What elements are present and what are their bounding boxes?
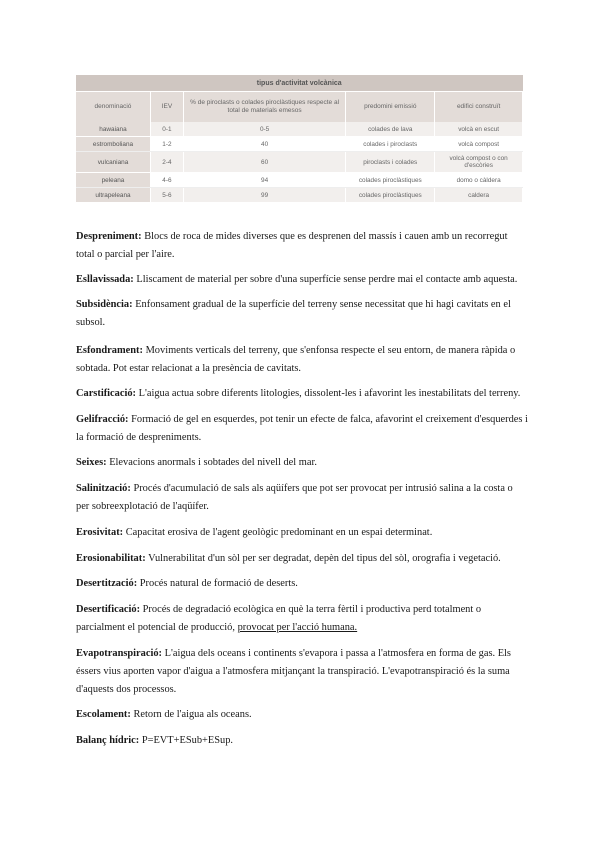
table-row [76, 173, 523, 188]
definition-term: Esllavissada: [76, 274, 134, 285]
definition-term: Gelifracció: [76, 414, 129, 425]
definition-erosivitat [76, 524, 528, 542]
table-cell: 60 [183, 152, 345, 173]
definition-term: Balanç hídric: [76, 735, 140, 746]
definition-term: Despreniment: [76, 231, 142, 242]
definition-term: Carstificació: [76, 388, 137, 399]
definition-text: Enfonsament gradual de la superfície del terreny sense necessitat que hi hagi cavitats en el subsol. [76, 299, 511, 328]
volcanic-activity-table [76, 75, 523, 203]
table-cell: 4-6 [150, 173, 183, 188]
table-cell: 2-4 [150, 152, 183, 173]
table-cell: colades piroclàstiques [346, 188, 435, 203]
table-cell: domo o càldera [435, 173, 523, 188]
definition-text: Procés d'acumulació de sals als aqüífers que pot ser provocat per intrusió salina a la costa o per sobreexplotació de l'aqüífer. [76, 483, 513, 512]
definition-desertitzacio [76, 575, 528, 593]
table-cell: volcà compost [435, 137, 523, 152]
definition-gelifraccio [76, 411, 528, 447]
definition-text: Formació de gel en esquerdes, pot tenir un efecte de falca, afavorint el creixement d'esquerdes i la formació de despreniments. [76, 414, 528, 443]
definition-term: Salinització: [76, 483, 131, 494]
definition-text: Lliscament de material per sobre d'una superfície sense perdre mai el contacte amb aquesta. [133, 274, 518, 285]
definition-underlined-text: provocat per l'acció humana. [237, 622, 358, 633]
definition-text: Blocs de roca de mides diverses que es desprenen del massís i cauen amb un recorregut total o parcial per l'aire. [76, 231, 508, 260]
column-header-iev: IEV [150, 92, 183, 123]
table-cell: 40 [183, 137, 345, 152]
definition-esfondrament [76, 342, 528, 378]
table-caption: tipus d'activitat volcànica [76, 75, 523, 92]
table-cell: 0-5 [183, 122, 345, 137]
table-cell: piroclasts i colades [346, 152, 435, 173]
table-row [76, 188, 523, 203]
table-cell: ultrapeleana [76, 188, 150, 203]
definition-text: Retorn de l'aigua als oceans. [130, 709, 252, 720]
table-cell: volcà en escut [435, 122, 523, 137]
table-row [76, 152, 523, 173]
table-cell: caldera [435, 188, 523, 203]
definition-text: Capacitat erosiva de l'agent geològic predominant en un espai determinat. [123, 527, 433, 538]
definition-term: Subsidència: [76, 299, 133, 310]
table-cell: colades i piroclasts [346, 137, 435, 152]
definition-term: Desertificació: [76, 604, 141, 615]
definition-text: L'aigua actua sobre diferents litologies, dissolent-les i afavorint les inestabilitats del terreny. [136, 388, 521, 399]
definition-term: Esfondrament: [76, 345, 143, 356]
table-cell: 5-6 [150, 188, 183, 203]
table-cell: estromboliana [76, 137, 150, 152]
table-cell: 94 [183, 173, 345, 188]
definition-text: Elevacions anormals i sobtades del nivell del mar. [106, 457, 317, 468]
definition-subsidencia [76, 296, 528, 332]
table-cell: volcà compost o con d'escòries [435, 152, 523, 173]
definition-carstificacio [76, 385, 528, 403]
volcanic-activity-table-wrapper [76, 75, 523, 203]
definition-text: P=EVT+ESub+ESup. [139, 735, 234, 746]
definition-despreniment [76, 228, 528, 264]
definition-text: Vulnerabilitat d'un sòl per ser degradat, depèn del tipus del sòl, orografia i vegetació. [145, 553, 501, 564]
table-row [76, 122, 523, 137]
definition-erosionabilitat [76, 550, 528, 568]
table-cell: 1-2 [150, 137, 183, 152]
definition-desertificacio [76, 601, 528, 637]
definition-text: Procés natural de formació de deserts. [137, 578, 298, 589]
column-header-denominacio: denominació [76, 92, 150, 123]
column-header-emission: predomini emissió [346, 92, 435, 123]
definition-escolament [76, 706, 528, 724]
table-cell: peleana [76, 173, 150, 188]
definition-text: Moviments verticals del terreny, que s'enfonsa respecte el seu entorn, de manera ràpida o sobtada. Pot estar relacionat a la presència de cavitats. [76, 345, 516, 374]
table-cell: colades de lava [346, 122, 435, 137]
table-cell: hawaiana [76, 122, 150, 137]
column-header-pyroclast-percent: % de piroclasts o colades piroclàstiques respecte al total de materials emesos [183, 92, 345, 123]
table-cell: 0-1 [150, 122, 183, 137]
definition-balanc-hidric [76, 732, 528, 750]
definition-seixes [76, 454, 528, 472]
definition-text: Procés de degradació ecològica en què la terra fèrtil i productiva perd totalment o parcialment el potencial de producció, [76, 604, 482, 633]
definition-evapotranspiracio [76, 645, 528, 699]
definition-term: Seixes: [76, 457, 107, 468]
definition-term: Escolament: [76, 709, 131, 720]
table-cell: 99 [183, 188, 345, 203]
definition-term: Evapotranspiració: [76, 648, 163, 659]
definition-term: Desertització: [76, 578, 138, 589]
definition-term: Erosionabilitat: [76, 553, 146, 564]
definition-salinitzacio [76, 480, 528, 516]
table-cell: vulcaniana [76, 152, 150, 173]
table-cell: colades piroclàstiques [346, 173, 435, 188]
definition-esllavissada [76, 271, 528, 289]
definition-term: Erosivitat: [76, 527, 124, 538]
definition-text: L'aigua dels oceans i continents s'evapora i passa a l'atmosfera en forma de gas. Els éssers vius aporten vapor d'aigua a l'atmosfera mitjançant la transpiració. L'evapotranspiració és la suma d'aquests dos processos. [76, 648, 511, 695]
column-header-edifice: edifici construït [435, 92, 523, 123]
table-row [76, 137, 523, 152]
